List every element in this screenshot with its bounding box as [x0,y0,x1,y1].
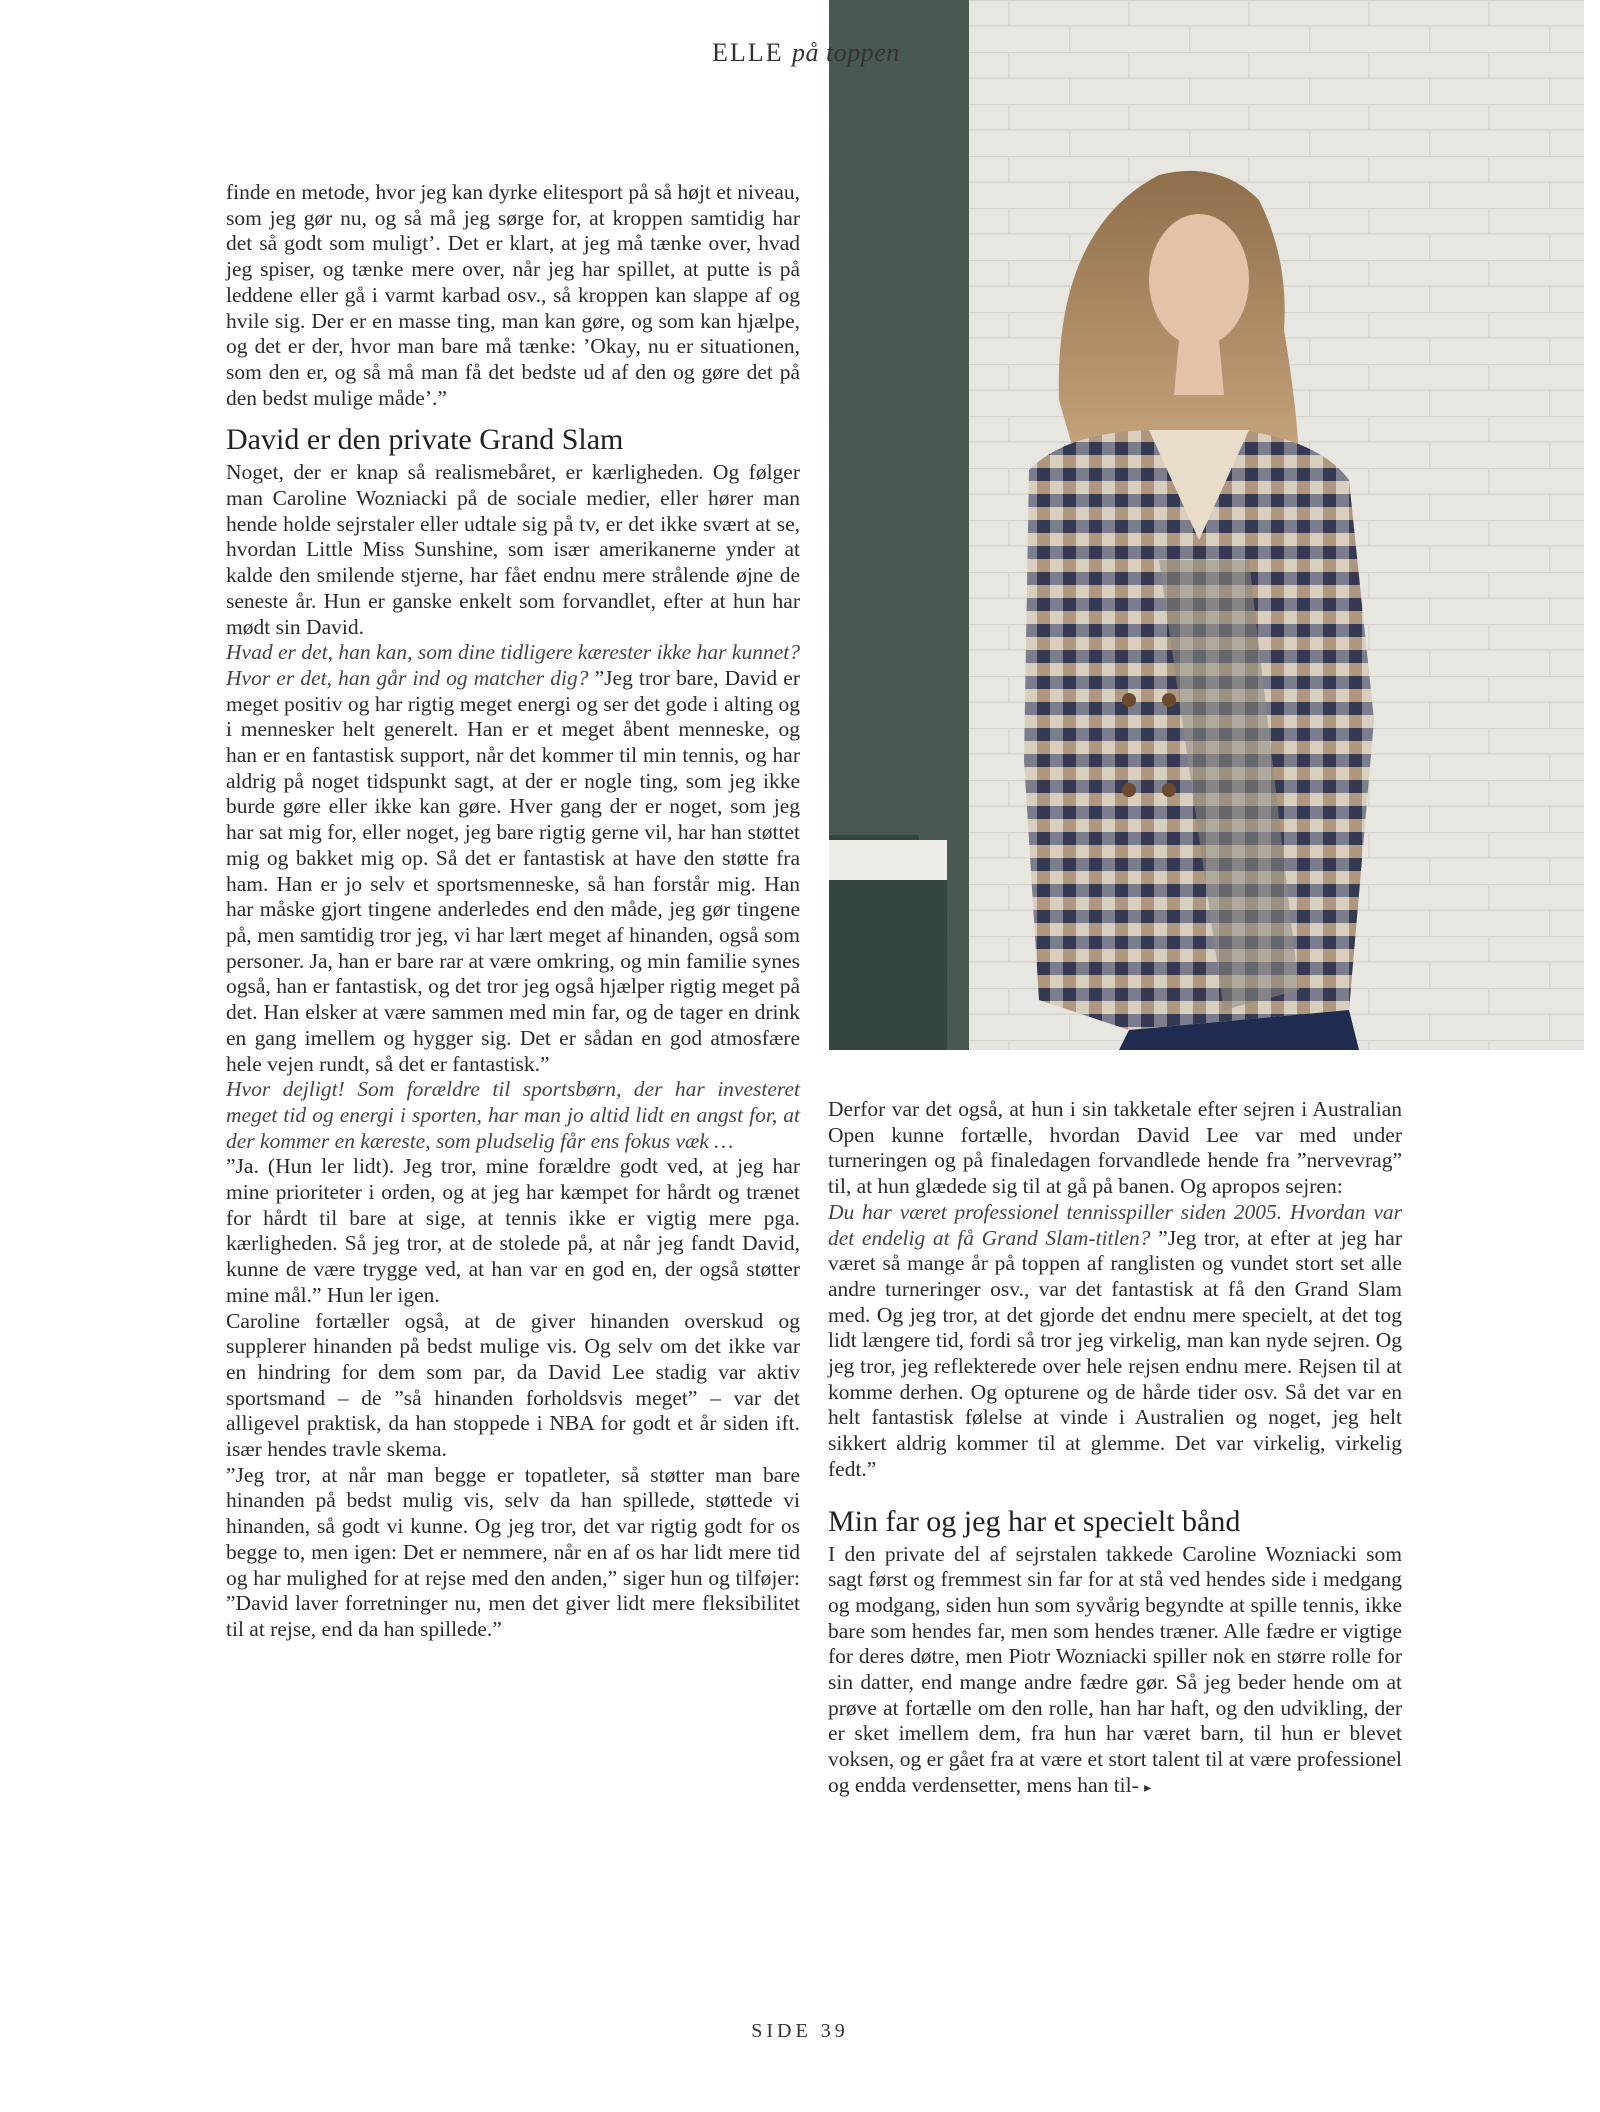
body-text: I den private del af sejrstalen takkede Caroline Wozniacki som sagt først og fremmest sin far for at stå ved hendes side i medgang og modgang, siden hun som syvårig begyndte at spille tennis, ikke bare som hendes far, men som hendes træner. Alle fædre er vigtige for deres døtre, men Piotr Wozniacki spiller nok en større rolle for sin datter, end mange andre fædre gør. Så jeg beder hende om at prøve at fortælle om den rolle, han har haft, og den udvikling, der er sket imellem dem, fra hun har været barn, til hun er blevet voksen, og er gået fra at være et stort talent til at være professionel og endda verdensetter, mens han til- [828,1541,1402,1797]
interview-answer: ”Jeg tror bare, David er meget positiv og har rigtig meget energi og ser det gode i alting og i mennesker helt generelt. Han er et meget åbent menneske, og han er en fantastisk support, når det kommer til min tennis, og har aldrig på noget tidspunkt sagt, at der er nogle ting, som jeg ikke burde gøre eller ikke kan gøre. Hver gang der er noget, som jeg har sat mig for, eller noget, jeg bare rigtig gerne vil, har han støttet mig og bakket mig op. Så det er fantastisk at have den støtte fra ham. Han er jo selv et sportsmenneske, så han forstår mig. Han har måske gjort tingene anderledes end den måde, jeg gør tingene på, men samtidig tror jeg, vi har lært meget af hinanden, også som personer. Ja, han er bare rar at være omkring, og min familie synes også, han er fantastisk, og det tror jeg også hjælper rigtig meget på det. Han elsker at være sammen med min far, og de tager en drink en gang imellem og hygger sig. Det er sådan en god atmosfære hele vejen rundt, så det er fantastisk.” [226,665,800,1076]
body-paragraph: ”Jeg tror, at når man begge er topatleter, så støtter man bare hinanden på bedst mulig vis, selv da han spillede, støttede vi hinanden, så godt vi kunne. Og jeg tror, det var rigtig godt for os begge to, men igen: Det er nemmere, når en af os har lidt mere tid og har mulighed for at rejse med den anden,” siger hun og tilføjer: ”David laver forretninger nu, men det giver lidt mere fleksibilitet til at rejse, end da han spillede.” [226,1462,800,1641]
continue-arrow-icon: ▸ [1144,1780,1152,1796]
body-paragraph: finde en metode, hvor jeg kan dyrke elitesport på så højt et niveau, som jeg gør nu, og så må jeg sørge for, at kroppen samtidig har det så godt som muligt’. Det er klart, at jeg må tænke over, hvad jeg spiser, og tænke mere over, når jeg har spillet, at putte is på leddene eller gå i varmt karbad osv., så kroppen kan slappe af og hvile sig. Der er en masse ting, man kan gøre, og som kan hjælpe, og det er der, hvor man bare må tænke: ’Okay, nu er situationen, som den er, og så må man få det bedste ud af den og gøre det på den bedst mulige måde’.” [226,180,800,410]
interview-exchange [226,640,800,1077]
body-paragraph: Derfor var det også, at hun i sin takketale efter sejren i Australian Open kunne fortælle, hvordan David Lee var med under turneringen og på finaledagen forvandlede hende fra ”nervevrag” til, at hun glædede sig til at gå på banen. Og apropos sejren: [828,1097,1402,1199]
interview-question: Hvor dejligt! Som forældre til sportsbørn, der har investeret meget tid og energi i sporten, har man jo altid lidt en angst for, at der kommer en kæreste, som pludselig får ens fokus væk … [226,1077,800,1153]
interview-answer: ”Jeg tror, at efter at jeg har været så mange år på toppen af ranglisten og vundet stort set alle andre turneringer osv., var det fantastisk at få den Grand Slam med. Og jeg tror, at det gjorde det endnu mere specielt, at det tog lidt længere tid, fordi så tror jeg virkelig, man kan nyde sejren. Og jeg tror, jeg reflekterede over hele rejsen endnu mere. Rejsen til at komme derhen. Og opturene og de hårde tider osv. Så det var en helt fantastisk følelse at vinde i Australien og noget, jeg helt sikkert aldrig kommer til at glemme. Det var virkelig, virkelig fedt.” [828,1225,1402,1481]
interview-question: Hvad er det, han kan, som dine tidligere kærester ikke har kunnet? Hvor er det, han går ind og matcher dig? [226,640,800,690]
portrait-illustration [829,0,1584,1050]
portrait-photo [829,0,1584,1050]
page-number: SIDE 39 [751,2020,849,2042]
subheading-father: Min far og jeg har et specielt bånd [828,1504,1241,1538]
body-paragraph: Noget, der er knap så realismebåret, er kærligheden. Og følger man Caroline Wozniacki på de sociale medier, eller hører man hende holde sejrstaler eller udtale sig på tv, er det ikke svært at se, hvordan Little Miss Sunshine, som især amerikanerne ynder at kalde den smilende stjerne, har fået endnu mere strålende øjne de seneste år. Hun er ganske enkelt som forvandlet, efter at hun har mødt sin David. [226,460,800,639]
body-paragraph: Caroline fortæller også, at de giver hinanden overskud og supplerer hinanden på bedst mulige vis. Og selv om det ikke var en hindring for dem som par, da David Lee stadig var aktiv sportsmand – de ”så hinanden forholdsvis meget” – var det alligevel praktisk, da han stoppede i NBA for godt et år siden ift. især hendes travle skema. [226,1308,800,1462]
article-left-column [226,180,800,1643]
article-right-column [828,1097,1402,1802]
brand-logo-text: ELLE [712,38,784,67]
magazine-header [712,38,932,84]
body-paragraph [828,1542,1402,1802]
subheading-david: David er den private Grand Slam [226,423,624,457]
interview-question: Du har været professionel tennisspiller siden 2005. Hvordan var det endelig at få Grand Slam-titlen? [828,1199,1402,1250]
interview-exchange [828,1200,1402,1483]
section-name: på toppen [792,38,900,67]
interview-answer: ”Ja. (Hun ler lidt). Jeg tror, mine forældre godt ved, at jeg har mine prioriteter i orden, og at jeg har kæmpet for hårdt og trænet for hårdt til bare at sige, at tennis ikke er vigtig mere pga. kærligheden. Så jeg tror, at de stolede på, at når jeg fandt David, kunne de være trygge ved, at han var en god en, der også støtter mine mål.” Hun ler igen. [226,1154,800,1307]
